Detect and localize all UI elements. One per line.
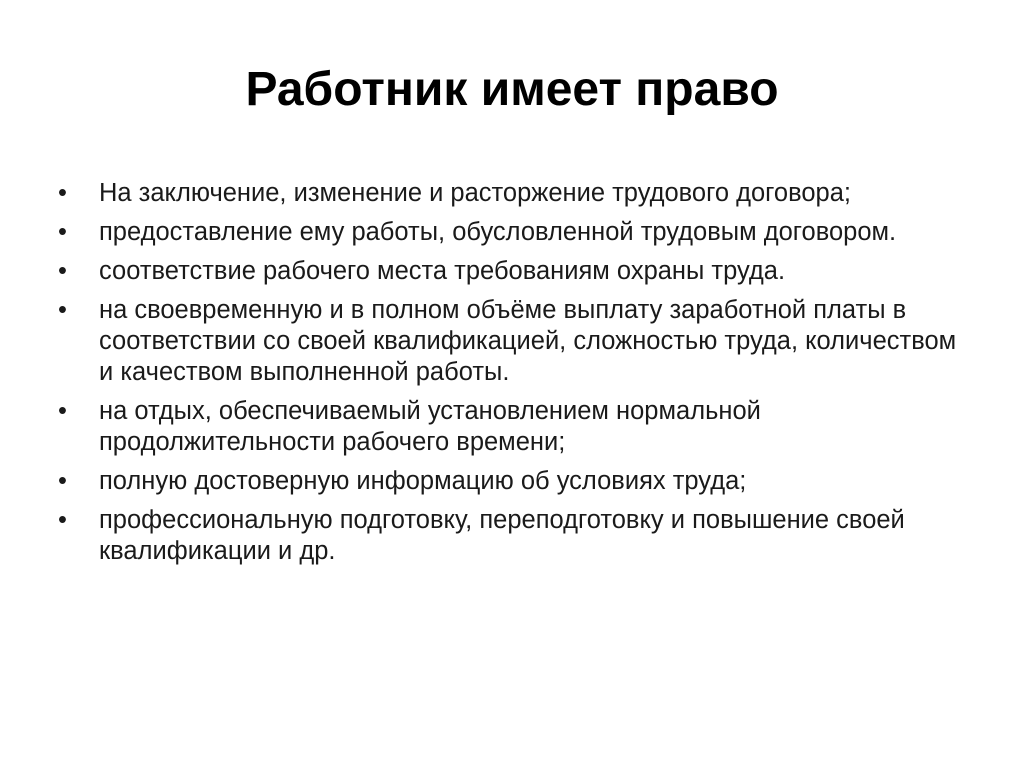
- bullet-list: [58, 178, 968, 575]
- list-item-text: На заключение, изменение и расторжение трудового договора;: [99, 179, 851, 207]
- slide-title: Работник имеет право: [245, 63, 779, 116]
- bullet-icon: •: [58, 397, 67, 425]
- list-item: [58, 505, 968, 567]
- list-item-text: полную достоверную информацию об условиях труда;: [99, 467, 747, 495]
- list-item: [58, 466, 968, 497]
- list-item: [58, 396, 968, 458]
- list-item: [58, 295, 968, 388]
- list-item-text: на отдых, обеспечиваемый установлением нормальной продолжительности рабочего времени;: [99, 397, 761, 456]
- bullet-icon: •: [58, 506, 67, 534]
- bullet-icon: •: [58, 218, 67, 246]
- list-item: [58, 256, 968, 287]
- list-item-text: профессиональную подготовку, переподготовку и повышение своей квалификации и др.: [99, 506, 905, 565]
- bullet-icon: •: [58, 179, 67, 207]
- bullet-icon: •: [58, 257, 67, 285]
- bullet-icon: •: [58, 296, 67, 324]
- bullet-icon: •: [58, 467, 67, 495]
- list-item-text: соответствие рабочего места требованиям охраны труда.: [99, 257, 786, 285]
- list-item-text: предоставление ему работы, обусловленной трудовым договором.: [99, 218, 897, 246]
- list-item: [58, 217, 968, 248]
- list-item-text: на своевременную и в полном объёме выплату заработной платы в соответствии со своей квалификацией, сложностью труда, количеством и качеством выполненной работы.: [99, 296, 957, 386]
- list-item: [58, 178, 968, 209]
